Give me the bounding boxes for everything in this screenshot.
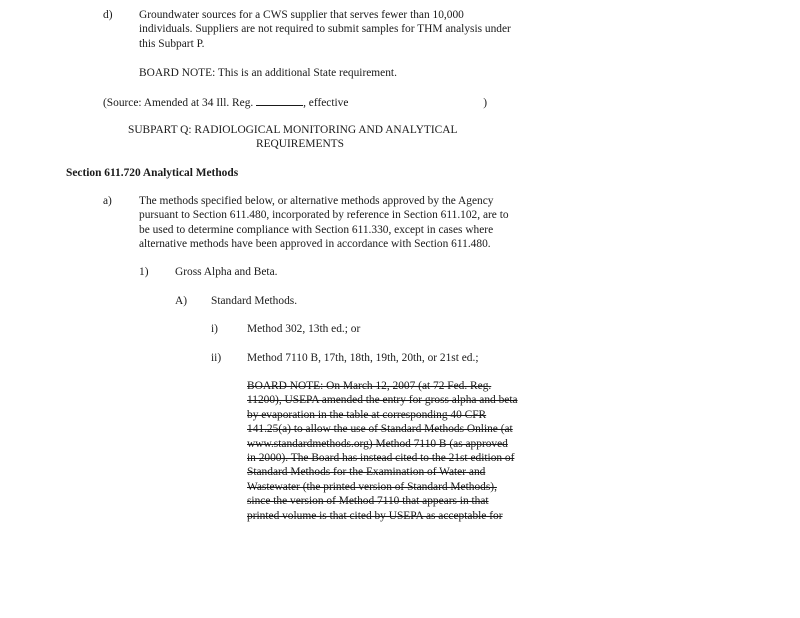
item-d-line-1: Groundwater sources for a CWS supplier that serves fewer than 10,000 [139,9,464,21]
item-d-line-3: this Subpart P. [139,37,205,50]
item-d-text [139,8,549,51]
board-note-2-line-9: since the version of Method 7110 that appears in that [247,495,489,508]
board-note-2-line-7: Standard Methods for the Examination of Water and [247,466,486,479]
item-a-label: a) [103,195,112,207]
item-1-label: 1) [139,266,149,278]
effective-date-blank [351,96,483,106]
item-a-line-2: pursuant to Section 611.480, incorporated by reference in Section 611.102, are to [139,209,509,222]
item-a-line-1: The methods specified below, or alternative methods approved by the Agency [139,195,494,207]
item-a-line-4: alternative methods have been approved in accordance with Section 611.480. [139,238,491,251]
item-d-line-2: individuals. Suppliers are not required to submit samples for THM analysis under [139,23,511,36]
board-note-2-line-3: by evaporation in the table at corresponding 40 CFR [247,408,487,421]
item-ii-text: Method 7110 B, 17th, 18th, 19th, 20th, or 21st ed.; [247,352,479,364]
item-1-text: Gross Alpha and Beta. [175,266,278,278]
board-note-2-line-1: BOARD NOTE: On March 12, 2007 (at 72 Fed. Reg. [247,380,492,392]
subpart-heading-line-2: REQUIREMENTS [256,138,344,150]
board-note-2-line-2: 11200), USEPA amended the entry for gross alpha and beta [247,394,518,407]
item-d-board-note: BOARD NOTE: This is an additional State requirement. [139,67,397,79]
board-note-2-line-4: 141.25(a) to allow the use of Standard Methods Online (at [247,423,513,436]
item-d-label: d) [103,9,113,21]
item-a-line-3: be used to determine compliance with Section 611.330, except in cases where [139,223,494,236]
register-page-blank [256,95,303,106]
subpart-heading-line-1: SUBPART Q: RADIOLOGICAL MONITORING AND ANALYTICAL [128,124,458,136]
board-note-2 [247,379,547,523]
board-note-2-line-6: in 2000). The Board has instead cited to the 21st edition of [247,452,515,465]
item-i-text: Method 302, 13th ed.; or [247,323,361,335]
section-heading: Section 611.720 Analytical Methods [66,167,239,179]
board-note-2-line-8: Wastewater (the printed version of Standard Methods), [247,480,497,493]
item-a-text [139,194,549,252]
item-A-label: A) [175,295,188,307]
item-A-text: Standard Methods. [211,295,298,307]
item-ii-label: ii) [211,352,222,364]
board-note-2-line-5: www.standardmethods.org) Method 7110 B (as approved [247,437,508,450]
item-i-label: i) [211,323,218,335]
source-note [103,95,487,110]
board-note-2-line-10: printed volume is that cited by USEPA as acceptable for [247,509,503,522]
source-note-close: ) [483,97,488,109]
source-note-prefix: (Source: Amended at 34 Ill. Reg. [103,97,257,109]
source-note-effective: , effective [303,97,352,109]
